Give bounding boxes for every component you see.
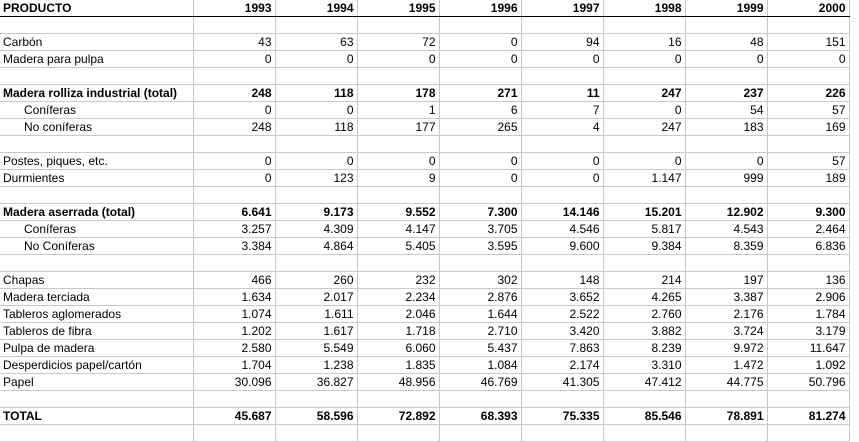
value-cell[interactable]: 260	[275, 272, 357, 289]
empty-cell[interactable]	[193, 255, 275, 272]
empty-cell[interactable]	[357, 187, 439, 204]
empty-cell[interactable]	[439, 17, 521, 34]
value-cell[interactable]: 1.617	[275, 323, 357, 340]
value-cell[interactable]: 151	[767, 34, 849, 51]
value-cell[interactable]: 75.335	[521, 408, 603, 425]
product-label-cell[interactable]: No Coníferas	[0, 238, 193, 255]
value-cell[interactable]: 1.704	[193, 357, 275, 374]
product-label-cell[interactable]: TOTAL	[0, 408, 193, 425]
table-row	[0, 374, 849, 391]
value-cell[interactable]: 3.705	[439, 221, 521, 238]
empty-cell[interactable]	[357, 17, 439, 34]
value-cell[interactable]: 9.173	[275, 204, 357, 221]
empty-cell[interactable]	[439, 187, 521, 204]
value-cell[interactable]: 0	[439, 170, 521, 187]
empty-cell[interactable]	[275, 68, 357, 85]
empty-cell[interactable]	[767, 68, 849, 85]
table-row	[0, 170, 849, 187]
empty-cell[interactable]	[521, 391, 603, 408]
value-cell[interactable]: 30.096	[193, 374, 275, 391]
value-cell[interactable]: 0	[193, 153, 275, 170]
value-cell[interactable]: 3.179	[767, 323, 849, 340]
table-row	[0, 289, 849, 306]
product-label-cell[interactable]: Madera rolliza industrial (total)	[0, 85, 193, 102]
value-cell[interactable]: 183	[685, 119, 767, 136]
value-cell[interactable]: 1.634	[193, 289, 275, 306]
empty-cell[interactable]	[521, 255, 603, 272]
empty-cell[interactable]	[275, 17, 357, 34]
header-year-cell[interactable]: 1998	[603, 0, 685, 17]
value-cell[interactable]: 94	[521, 34, 603, 51]
value-cell[interactable]: 2.580	[193, 340, 275, 357]
value-cell[interactable]: 3.420	[521, 323, 603, 340]
table-row	[0, 272, 849, 289]
value-cell[interactable]: 0	[521, 51, 603, 68]
header-year-cell[interactable]: 1993	[193, 0, 275, 17]
table-row	[0, 85, 849, 102]
product-label-cell[interactable]: Chapas	[0, 272, 193, 289]
spacer-row	[0, 136, 849, 153]
empty-cell[interactable]	[0, 136, 193, 153]
value-cell[interactable]: 271	[439, 85, 521, 102]
empty-cell[interactable]	[603, 68, 685, 85]
value-cell[interactable]: 14.146	[521, 204, 603, 221]
value-cell[interactable]: 58.596	[275, 408, 357, 425]
value-cell[interactable]: 0	[603, 102, 685, 119]
value-cell[interactable]: 0	[685, 51, 767, 68]
value-cell[interactable]: 2.017	[275, 289, 357, 306]
value-cell[interactable]: 118	[275, 119, 357, 136]
product-label-cell[interactable]: Pulpa de madera	[0, 340, 193, 357]
value-cell[interactable]: 1.084	[439, 357, 521, 374]
spacer-row	[0, 255, 849, 272]
empty-cell[interactable]	[685, 68, 767, 85]
value-cell[interactable]: 232	[357, 272, 439, 289]
value-cell[interactable]: 0	[275, 102, 357, 119]
empty-cell[interactable]	[603, 136, 685, 153]
empty-cell[interactable]	[767, 391, 849, 408]
value-cell[interactable]: 2.174	[521, 357, 603, 374]
empty-cell[interactable]	[0, 68, 193, 85]
value-cell[interactable]: 6.836	[767, 238, 849, 255]
value-cell[interactable]: 1.784	[767, 306, 849, 323]
value-cell[interactable]: 302	[439, 272, 521, 289]
value-cell[interactable]: 3.595	[439, 238, 521, 255]
value-cell[interactable]: 9.972	[685, 340, 767, 357]
empty-cell[interactable]	[193, 391, 275, 408]
value-cell[interactable]: 0	[357, 51, 439, 68]
empty-cell[interactable]	[767, 136, 849, 153]
value-cell[interactable]: 0	[603, 153, 685, 170]
value-cell[interactable]: 3.387	[685, 289, 767, 306]
empty-cell[interactable]	[193, 68, 275, 85]
empty-cell[interactable]	[357, 255, 439, 272]
value-cell[interactable]: 4.864	[275, 238, 357, 255]
value-cell[interactable]: 41.305	[521, 374, 603, 391]
value-cell[interactable]: 8.239	[603, 340, 685, 357]
value-cell[interactable]: 2.464	[767, 221, 849, 238]
product-label-cell[interactable]: Madera para pulpa	[0, 51, 193, 68]
value-cell[interactable]: 226	[767, 85, 849, 102]
empty-cell[interactable]	[521, 136, 603, 153]
value-cell[interactable]: 178	[357, 85, 439, 102]
value-cell[interactable]: 54	[685, 102, 767, 119]
value-cell[interactable]: 3.384	[193, 238, 275, 255]
value-cell[interactable]: 0	[603, 51, 685, 68]
value-cell[interactable]: 237	[685, 85, 767, 102]
empty-cell[interactable]	[439, 68, 521, 85]
value-cell[interactable]: 0	[521, 153, 603, 170]
value-cell[interactable]: 0	[275, 153, 357, 170]
value-cell[interactable]: 7.863	[521, 340, 603, 357]
table-row	[0, 204, 849, 221]
value-cell[interactable]: 4.265	[603, 289, 685, 306]
value-cell[interactable]: 0	[275, 51, 357, 68]
table-row	[0, 51, 849, 68]
value-cell[interactable]: 5.437	[439, 340, 521, 357]
value-cell[interactable]: 5.817	[603, 221, 685, 238]
empty-cell[interactable]	[275, 391, 357, 408]
value-cell[interactable]: 16	[603, 34, 685, 51]
empty-cell[interactable]	[685, 187, 767, 204]
product-label-cell[interactable]: Madera terciada	[0, 289, 193, 306]
spacer-row	[0, 187, 849, 204]
empty-cell[interactable]	[685, 17, 767, 34]
table-row	[0, 153, 849, 170]
product-label-cell[interactable]: Coníferas	[0, 102, 193, 119]
value-cell[interactable]: 4.543	[685, 221, 767, 238]
value-cell[interactable]: 247	[603, 85, 685, 102]
empty-cell[interactable]	[521, 68, 603, 85]
empty-cell[interactable]	[685, 391, 767, 408]
value-cell[interactable]: 2.234	[357, 289, 439, 306]
value-cell[interactable]: 47.412	[603, 374, 685, 391]
value-cell[interactable]: 36.827	[275, 374, 357, 391]
product-label-cell[interactable]: Postes, piques, etc.	[0, 153, 193, 170]
value-cell[interactable]: 15.201	[603, 204, 685, 221]
value-cell[interactable]: 466	[193, 272, 275, 289]
value-cell[interactable]: 123	[275, 170, 357, 187]
empty-cell[interactable]	[767, 425, 849, 442]
value-cell[interactable]: 85.546	[603, 408, 685, 425]
empty-cell[interactable]	[0, 425, 193, 442]
empty-cell[interactable]	[357, 68, 439, 85]
value-cell[interactable]: 197	[685, 272, 767, 289]
empty-cell[interactable]	[0, 17, 193, 34]
value-cell[interactable]: 3.882	[603, 323, 685, 340]
value-cell[interactable]: 0	[767, 51, 849, 68]
empty-cell[interactable]	[685, 255, 767, 272]
empty-cell[interactable]	[439, 425, 521, 442]
table-row	[0, 323, 849, 340]
spacer-row	[0, 68, 849, 85]
value-cell[interactable]: 44.775	[685, 374, 767, 391]
value-cell[interactable]: 0	[521, 170, 603, 187]
value-cell[interactable]: 48	[685, 34, 767, 51]
header-year-cell[interactable]: 1994	[275, 0, 357, 17]
empty-cell[interactable]	[275, 136, 357, 153]
value-cell[interactable]: 136	[767, 272, 849, 289]
value-cell[interactable]: 81.274	[767, 408, 849, 425]
table-row	[0, 238, 849, 255]
product-label-cell[interactable]: Coníferas	[0, 221, 193, 238]
value-cell[interactable]: 0	[439, 153, 521, 170]
value-cell[interactable]: 247	[603, 119, 685, 136]
value-cell[interactable]: 2.906	[767, 289, 849, 306]
header-row	[0, 0, 849, 17]
value-cell[interactable]: 2.176	[685, 306, 767, 323]
value-cell[interactable]: 63	[275, 34, 357, 51]
product-label-cell[interactable]: No coníferas	[0, 119, 193, 136]
empty-cell[interactable]	[603, 391, 685, 408]
value-cell[interactable]: 265	[439, 119, 521, 136]
value-cell[interactable]: 1.644	[439, 306, 521, 323]
value-cell[interactable]: 2.046	[357, 306, 439, 323]
value-cell[interactable]: 148	[521, 272, 603, 289]
empty-cell[interactable]	[603, 17, 685, 34]
table-row	[0, 340, 849, 357]
empty-cell[interactable]	[357, 391, 439, 408]
value-cell[interactable]: 9.552	[357, 204, 439, 221]
empty-cell[interactable]	[521, 425, 603, 442]
value-cell[interactable]: 2.710	[439, 323, 521, 340]
value-cell[interactable]: 1.238	[275, 357, 357, 374]
value-cell[interactable]: 2.522	[521, 306, 603, 323]
value-cell[interactable]: 9.300	[767, 204, 849, 221]
empty-cell[interactable]	[357, 425, 439, 442]
empty-cell[interactable]	[275, 255, 357, 272]
header-year-cell[interactable]: 1997	[521, 0, 603, 17]
value-cell[interactable]: 3.310	[603, 357, 685, 374]
product-label-cell[interactable]: Papel	[0, 374, 193, 391]
value-cell[interactable]: 6	[439, 102, 521, 119]
value-cell[interactable]: 9.384	[603, 238, 685, 255]
value-cell[interactable]: 45.687	[193, 408, 275, 425]
value-cell[interactable]: 78.891	[685, 408, 767, 425]
value-cell[interactable]: 0	[193, 51, 275, 68]
empty-cell[interactable]	[439, 391, 521, 408]
value-cell[interactable]: 1	[357, 102, 439, 119]
value-cell[interactable]: 68.393	[439, 408, 521, 425]
empty-cell[interactable]	[439, 255, 521, 272]
spacer-row	[0, 17, 849, 34]
value-cell[interactable]: 2.760	[603, 306, 685, 323]
value-cell[interactable]: 0	[685, 153, 767, 170]
table-row	[0, 34, 849, 51]
empty-cell[interactable]	[275, 425, 357, 442]
header-product-cell[interactable]: PRODUCTO	[0, 0, 193, 17]
value-cell[interactable]: 1.472	[685, 357, 767, 374]
empty-cell[interactable]	[275, 187, 357, 204]
empty-cell[interactable]	[193, 17, 275, 34]
empty-cell[interactable]	[193, 136, 275, 153]
empty-cell[interactable]	[685, 136, 767, 153]
product-label-cell[interactable]: Durmientes	[0, 170, 193, 187]
table-row	[0, 221, 849, 238]
empty-cell[interactable]	[603, 255, 685, 272]
value-cell[interactable]: 9.600	[521, 238, 603, 255]
value-cell[interactable]: 0	[439, 51, 521, 68]
value-cell[interactable]: 0	[357, 153, 439, 170]
product-label-cell[interactable]: Tableros aglomerados	[0, 306, 193, 323]
value-cell[interactable]: 4.147	[357, 221, 439, 238]
product-label-cell[interactable]: Desperdicios papel/cartón	[0, 357, 193, 374]
value-cell[interactable]: 189	[767, 170, 849, 187]
table-row	[0, 357, 849, 374]
table-row	[0, 408, 849, 425]
spacer-row	[0, 391, 849, 408]
empty-cell[interactable]	[685, 425, 767, 442]
spacer-row	[0, 425, 849, 442]
value-cell[interactable]: 1.718	[357, 323, 439, 340]
value-cell[interactable]: 1.074	[193, 306, 275, 323]
empty-cell[interactable]	[521, 187, 603, 204]
value-cell[interactable]: 4	[521, 119, 603, 136]
value-cell[interactable]: 43	[193, 34, 275, 51]
value-cell[interactable]: 7.300	[439, 204, 521, 221]
value-cell[interactable]: 48.956	[357, 374, 439, 391]
empty-cell[interactable]	[603, 187, 685, 204]
value-cell[interactable]: 1.147	[603, 170, 685, 187]
table-row	[0, 119, 849, 136]
value-cell[interactable]: 2.876	[439, 289, 521, 306]
value-cell[interactable]: 3.257	[193, 221, 275, 238]
value-cell[interactable]: 11	[521, 85, 603, 102]
value-cell[interactable]: 0	[439, 34, 521, 51]
value-cell[interactable]: 72.892	[357, 408, 439, 425]
value-cell[interactable]: 214	[603, 272, 685, 289]
value-cell[interactable]: 4.309	[275, 221, 357, 238]
header-year-cell[interactable]: 1999	[685, 0, 767, 17]
header-year-cell[interactable]: 2000	[767, 0, 849, 17]
value-cell[interactable]: 177	[357, 119, 439, 136]
value-cell[interactable]: 6.060	[357, 340, 439, 357]
value-cell[interactable]: 6.641	[193, 204, 275, 221]
empty-cell[interactable]	[767, 17, 849, 34]
empty-cell[interactable]	[439, 136, 521, 153]
empty-cell[interactable]	[357, 136, 439, 153]
value-cell[interactable]: 57	[767, 153, 849, 170]
value-cell[interactable]: 5.549	[275, 340, 357, 357]
value-cell[interactable]: 4.546	[521, 221, 603, 238]
value-cell[interactable]: 8.359	[685, 238, 767, 255]
empty-cell[interactable]	[603, 425, 685, 442]
value-cell[interactable]: 72	[357, 34, 439, 51]
empty-cell[interactable]	[0, 187, 193, 204]
value-cell[interactable]: 1.611	[275, 306, 357, 323]
product-label-cell[interactable]: Madera aserrada (total)	[0, 204, 193, 221]
empty-cell[interactable]	[193, 187, 275, 204]
empty-cell[interactable]	[0, 255, 193, 272]
value-cell[interactable]: 169	[767, 119, 849, 136]
value-cell[interactable]: 57	[767, 102, 849, 119]
value-cell[interactable]: 7	[521, 102, 603, 119]
value-cell[interactable]: 248	[193, 119, 275, 136]
empty-cell[interactable]	[0, 391, 193, 408]
empty-cell[interactable]	[521, 17, 603, 34]
value-cell[interactable]: 46.769	[439, 374, 521, 391]
value-cell[interactable]: 1.835	[357, 357, 439, 374]
value-cell[interactable]: 0	[193, 102, 275, 119]
value-cell[interactable]: 12.902	[685, 204, 767, 221]
value-cell[interactable]: 50.796	[767, 374, 849, 391]
value-cell[interactable]: 9	[357, 170, 439, 187]
value-cell[interactable]: 1.202	[193, 323, 275, 340]
value-cell[interactable]: 0	[193, 170, 275, 187]
value-cell[interactable]: 11.647	[767, 340, 849, 357]
header-year-cell[interactable]: 1996	[439, 0, 521, 17]
empty-cell[interactable]	[767, 255, 849, 272]
value-cell[interactable]: 5.405	[357, 238, 439, 255]
header-year-cell[interactable]: 1995	[357, 0, 439, 17]
table-row	[0, 306, 849, 323]
value-cell[interactable]: 1.092	[767, 357, 849, 374]
value-cell[interactable]: 3.652	[521, 289, 603, 306]
empty-cell[interactable]	[193, 425, 275, 442]
table-row	[0, 102, 849, 119]
value-cell[interactable]: 118	[275, 85, 357, 102]
value-cell[interactable]: 3.724	[685, 323, 767, 340]
value-cell[interactable]: 999	[685, 170, 767, 187]
value-cell[interactable]: 248	[193, 85, 275, 102]
product-label-cell[interactable]: Tableros de fibra	[0, 323, 193, 340]
empty-cell[interactable]	[767, 187, 849, 204]
product-label-cell[interactable]: Carbón	[0, 34, 193, 51]
